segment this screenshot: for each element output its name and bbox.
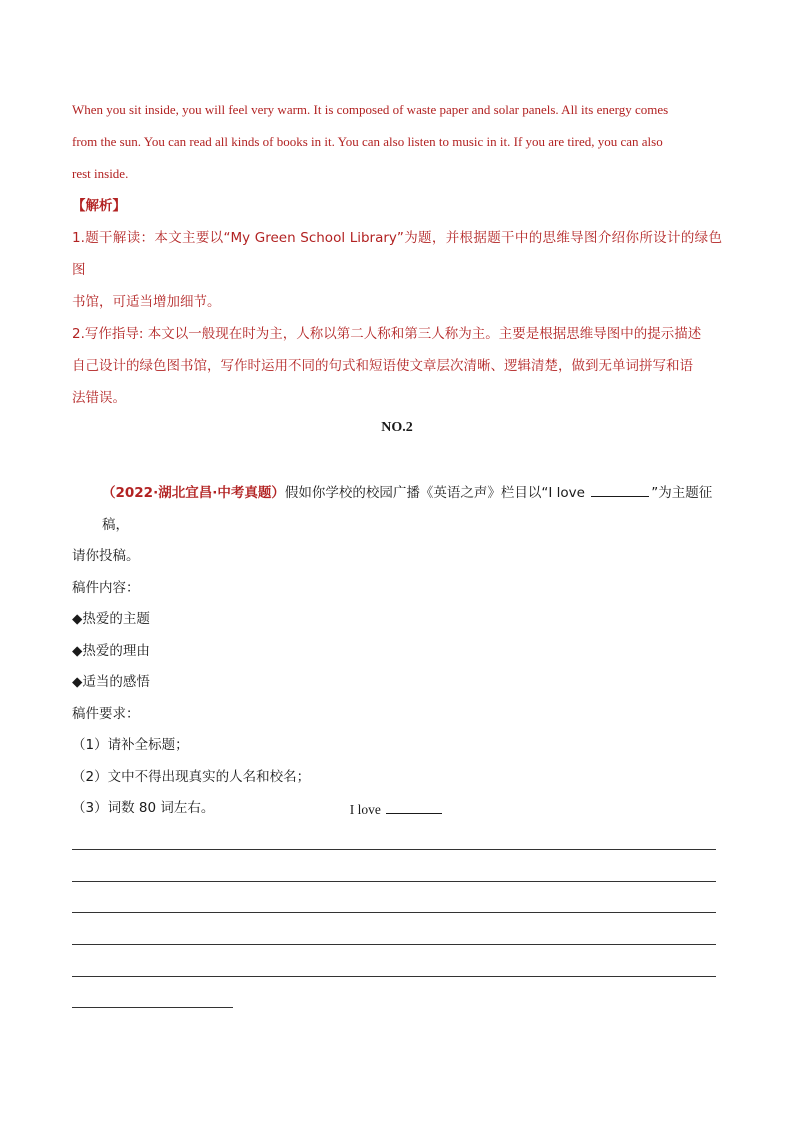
writing-line[interactable] [72,912,716,913]
essay-title-prefix: I love [349,802,385,817]
question-source: （2022·湖北宜昌·中考真题） [102,485,285,501]
requirements-heading: 稿件要求： [72,705,140,722]
analysis-p2-line3: 法错误。 [72,390,126,406]
writing-line[interactable] [72,944,716,945]
writing-line-last[interactable] [72,1007,233,1008]
analysis-block [72,190,722,414]
analysis-heading: 【解析】 [72,198,126,214]
analysis-p2-line1: 2.写作指导: 本文以一般现在时为主，人称以第二人称和第三人称为主。主要是根据思维导图中的提示描述 [72,326,702,342]
requirement-item: （2）文中不得出现真实的人名和校名； [72,768,311,785]
analysis-p1-line1: 1.题干解读：本文主要以“My Green School Library”为题，并根据题干中的思维导图介绍你所设计的绿色图 [72,230,722,278]
answer-line-1: When you sit inside, you will feel very warm. It is composed of waste paper and solar panels. All its energy comes [72,102,669,117]
writing-line[interactable] [72,849,716,850]
essay-title [0,798,794,822]
analysis-p1-line2: 书馆，可适当增加细节。 [72,294,221,310]
writing-line[interactable] [72,881,716,882]
prompt-part-b: ”为主题征稿， [102,485,713,533]
requirement-item: （1）请补全标题； [72,737,189,753]
title-blank [591,484,649,497]
answer-line-2: from the sun. You can read all kinds of books in it. You can also listen to music in it. If you are tired, you can also [72,134,663,149]
content-heading: 稿件内容： [72,579,140,596]
content-item: ◆热爱的主题 [72,611,150,627]
writing-line[interactable] [72,976,716,977]
content-item: ◆适当的感悟 [72,674,150,690]
answer-line-3: rest inside. [72,166,129,181]
requirement-item: （3）词数 80 词左右。 [72,800,215,816]
content-item: ◆热爱的理由 [72,642,150,659]
prompt-part-a: 假如你学校的校园广播《英语之声》栏目以“I love [284,485,590,501]
analysis-p2-line2: 自己设计的绿色图书馆，写作时运用不同的句式和短语使文章层次清晰、逻辑清楚，做到无单词拼写和语 [72,358,693,374]
question-block [72,478,732,825]
essay-title-blank[interactable] [386,801,442,814]
prompt-line-2: 请你投稿。 [72,548,140,564]
question-prompt [72,478,732,541]
section-title: NO.2 [381,420,413,435]
model-answer [72,94,722,190]
